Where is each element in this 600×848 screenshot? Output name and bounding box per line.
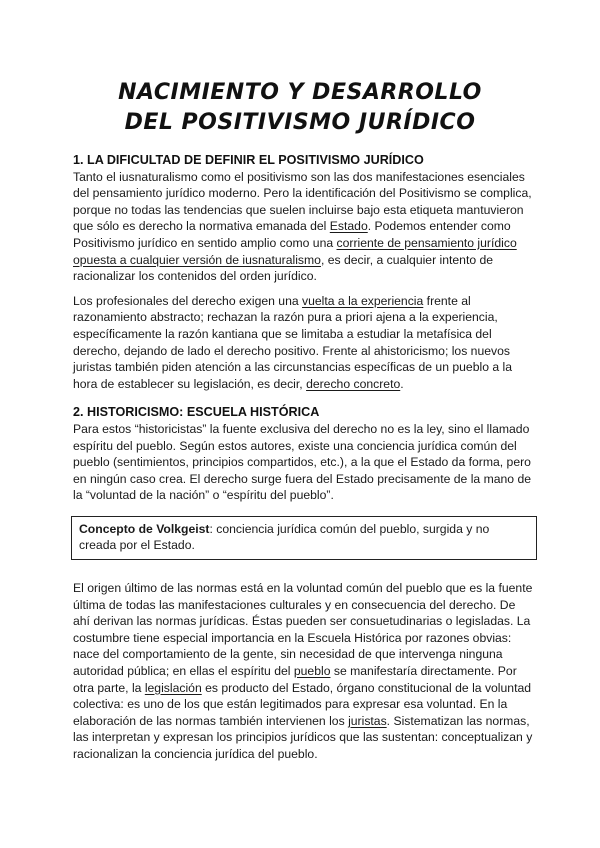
section-2-heading: 2. HISTORICISMO: ESCUELA HISTÓRICA — [73, 405, 320, 420]
text-run: Los profesionales del derecho exigen una — [73, 293, 303, 308]
text-run: El origen último de las normas está en la voluntad común del pueblo que es la fuente última de todas las manifestaciones culturales y en consecuencia del derecho. De ahí derivan las normas jurídicas. Éstas pueden ser consuetudinarias o legisladas. La costumbre tiene especial importancia en la Escuela Histórica por razones obvias: nace del comportamiento de la gente, sin necesidad de que intervenga ninguna autoridad pública; en ellas el espíritu del — [73, 581, 533, 679]
underlined-term-derecho-concreto: derecho concreto — [306, 376, 401, 391]
underlined-term-juristas: juristas — [348, 713, 387, 728]
section-2-paragraph-2 — [73, 580, 535, 763]
text-run: . Podemos entender como Positivismo jurídico en sentido amplio como una — [73, 219, 511, 250]
section-2-paragraph-1: Para estos “historicistas” la fuente exclusiva del derecho no es la ley, sino el llamado espíritu del pueblo. Según estos autores, existe una conciencia jurídica común del pueblo (sentimientos, principios compartidos, etc.), a la que el Estado da forma, pero en ningún caso crea. El derecho surge fuera del Estado precisamente de la mano de la “voluntad de la nación” o “espíritu del pueblo”. — [73, 421, 531, 503]
text-run: se manifestaría directamente. Por otra parte, la — [73, 664, 517, 695]
text-run: es producto del Estado, órgano constitucional de la voluntad colectiva: es uno de los que están legitimados para expresar esa voluntad. En la elaboración de las normas también intervienen los — [73, 680, 532, 728]
underlined-term-legislacion: legislación — [144, 680, 202, 695]
text-run: , es decir, a cualquier intento de racionalizar los contenidos del orden jurídico. — [73, 252, 494, 284]
section-1-heading: 1. LA DIFICULTAD DE DEFINIR EL POSITIVISMO JURÍDICO — [73, 153, 424, 167]
underlined-term-corriente: corriente de pensamiento jurídico opuesta a cualquier versión de iusnaturalismo — [73, 235, 517, 267]
section-1-paragraph-2 — [73, 293, 535, 393]
underlined-term-vuelta-experiencia: vuelta a la experiencia — [302, 293, 424, 308]
underlined-term-estado: Estado — [329, 219, 368, 234]
definition-box — [71, 516, 537, 560]
definition-term: Concepto de Volkgeist — [79, 521, 210, 536]
section-1-paragraph-1 — [73, 169, 535, 285]
page-title-line-2: DEL POSITIVISMO JURÍDICO — [124, 110, 476, 135]
text-run: . — [400, 376, 404, 391]
underlined-term-pueblo: pueblo — [293, 664, 331, 679]
definition-text: : conciencia jurídica común del pueblo, surgida y no creada por el Estado. — [79, 521, 490, 553]
page-title-line-1: NACIMIENTO Y DESARROLLO — [118, 80, 482, 105]
text-run: Tanto el iusnaturalismo como el positivismo son las dos manifestaciones esenciales del pensamiento jurídico moderno. Pero la identificación del Positivismo se complica, porque no todas las tendencias que suelen incluirse bajo esta etiqueta mantuvieron que sólo es derecho la normativa emanada del — [73, 169, 532, 234]
text-run: . Sistematizan las normas, las interpretan y expresan los principios jurídicos que las sustentan: conceptualizan y racionalizan la conciencia jurídica del pueblo. — [73, 713, 533, 761]
document-body — [73, 152, 535, 763]
text-run: frente al razonamiento abstracto; rechazan la razón pura a priori ajena a la experiencia, específicamente la razón kantiana que se limitaba a estudiar la metafísica del derecho, dejando de lado el derecho positivo. Frente al ahistoricismo; los nuevos juristas también piden atención a las circunstancias específicas de un pueblo a la hora de establecer su legislación, es decir, — [73, 293, 513, 391]
